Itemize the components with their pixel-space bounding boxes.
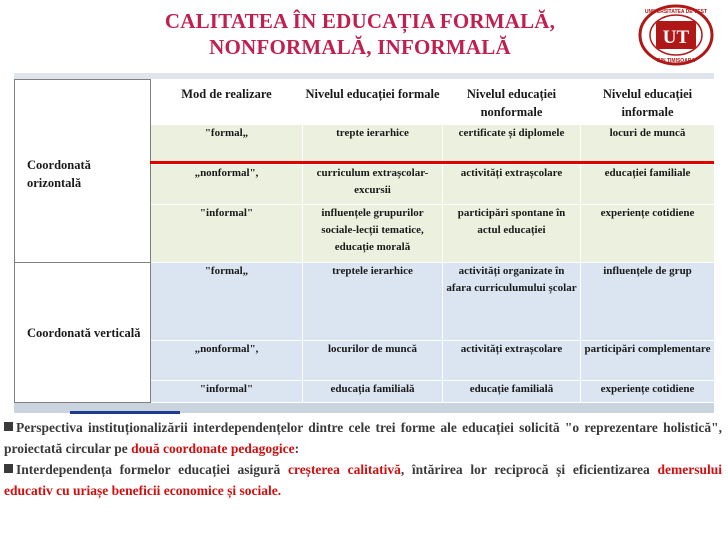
- table-cell: „nonformal",: [151, 165, 303, 205]
- logo-monogram: UT: [662, 27, 690, 48]
- paragraph-1-end: :: [294, 441, 300, 456]
- slide-title: [60, 8, 660, 60]
- paragraph-2-end: .: [277, 483, 282, 498]
- table-cell: curriculum extrașcolar-excursii: [303, 165, 443, 205]
- table-cell: locurilor de muncă: [303, 341, 443, 381]
- table-cell: locuri de muncă: [581, 125, 715, 165]
- paragraph-holistic: [4, 417, 722, 459]
- title-line-1: CALITATEA ÎN EDUCAȚIA FORMALĂ,: [164, 9, 556, 33]
- table-cell: activități extrașcolare: [443, 165, 581, 205]
- university-logo: [638, 4, 714, 66]
- horizontal-coordinate-label: Coordonată orizontală: [15, 80, 151, 263]
- paragraph-interdependence: [4, 459, 722, 501]
- header-nonformal: Nivelul educației nonformale: [443, 80, 581, 125]
- paragraph-2-text-1: Interdependența formelor educației asigură: [16, 462, 288, 477]
- table-cell: educației familiale: [581, 165, 715, 205]
- paragraph-2-highlight-1: creșterea calitativă: [287, 462, 401, 477]
- table-header-row: [15, 80, 715, 125]
- logo-emblem-icon: [638, 4, 714, 66]
- table-cell: "informal": [151, 205, 303, 263]
- table-cell: experiențe cotidiene: [581, 205, 715, 263]
- table-cell: educația familială: [303, 381, 443, 403]
- table-cell: "formal„: [151, 263, 303, 341]
- table-cell: activități organizate în afara curriculumului școlar: [443, 263, 581, 341]
- header-mode: Mod de realizare: [151, 80, 303, 125]
- table-cell: "formal„: [151, 125, 303, 165]
- table-cell: certificate și diplomele: [443, 125, 581, 165]
- bullet-square-icon: [4, 464, 13, 473]
- education-forms-table-wrapper: [14, 73, 714, 413]
- paragraph-1-text: Perspectiva instituționalizării interdependențelor dintre cele trei forme ale educației solicită "o reprezentare holistică", proiectată circular pe: [4, 420, 722, 456]
- table-row: [15, 263, 715, 341]
- paragraph-1-highlight: două coordonate pedagogice: [131, 441, 295, 456]
- vertical-coordinate-underline: [70, 411, 180, 414]
- slide-body-text: [4, 417, 722, 501]
- logo-bottom-text: DIN TIMIȘOARA: [656, 58, 696, 64]
- header-informal: Nivelul educației informale: [581, 80, 715, 125]
- table-cell: participări spontane în actul educației: [443, 205, 581, 263]
- table-cell: trepte ierarhice: [303, 125, 443, 165]
- table-cell: influențele de grup: [581, 263, 715, 341]
- title-line-2: NONFORMALĂ, INFORMALĂ: [209, 35, 511, 59]
- vertical-coordinate-label: Coordonată verticală: [15, 263, 151, 403]
- table-cell: influențele grupurilor sociale-lecții tematice, educație morală: [303, 205, 443, 263]
- table-cell: activități extrașcolare: [443, 341, 581, 381]
- table-cell: experiențe cotidiene: [581, 381, 715, 403]
- table-cell: educație familială: [443, 381, 581, 403]
- paragraph-2-text-2: , întărirea lor reciprocă și eficientizarea: [400, 462, 658, 477]
- table-cell: treptele ierarhice: [303, 263, 443, 341]
- logo-top-text: UNIVERSITATEA DE VEST: [644, 9, 708, 15]
- table-cell: participări complementare: [581, 341, 715, 381]
- table-cell: "informal": [151, 381, 303, 403]
- header-formal: Nivelul educației formale: [303, 80, 443, 125]
- paragraph-2-highlight-2: demersului educativ cu uriașe beneficii economice și sociale: [4, 462, 722, 498]
- education-forms-table: [14, 79, 715, 403]
- formal-column-divider: [302, 161, 442, 164]
- table-cell: „nonformal",: [151, 341, 303, 381]
- bullet-square-icon: [4, 422, 13, 431]
